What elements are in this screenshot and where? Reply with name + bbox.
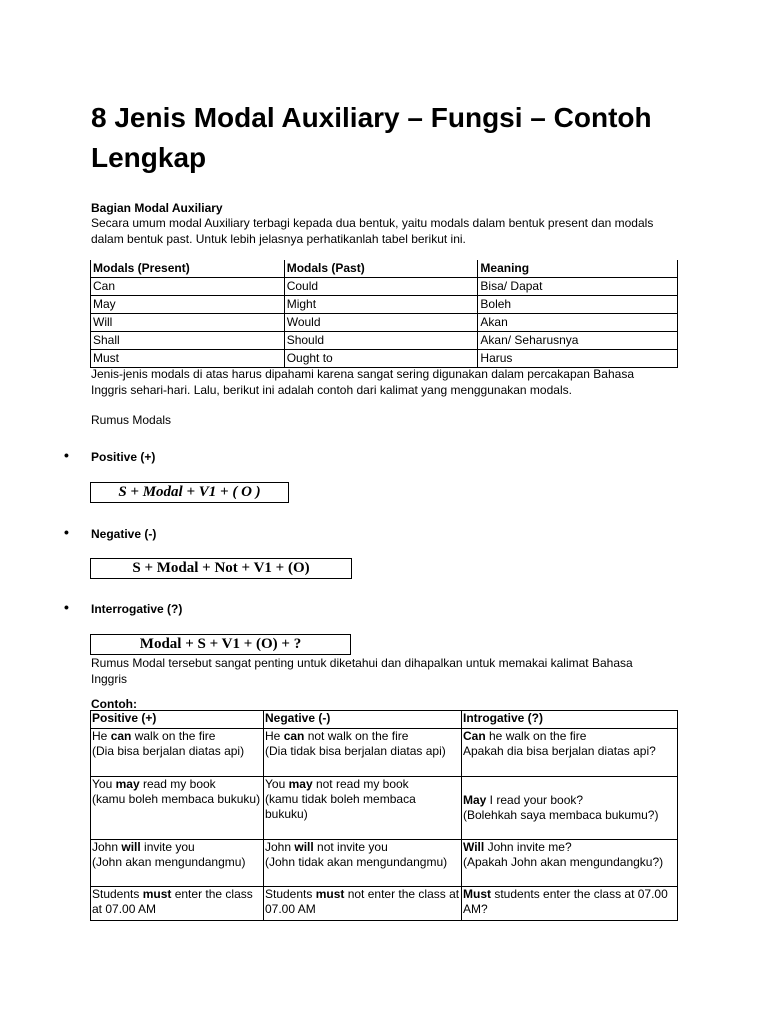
table-cell: Might (284, 296, 478, 314)
after-table-paragraph: Jenis-jenis modals di atas harus dipahami karena sangat sering digunakan dalam percakapan Bahasa Inggris sehari-hari. Lalu, berikut ini adalah contoh dari kalimat yang menggunakan modals. (91, 367, 634, 397)
table-row (91, 729, 678, 777)
table-cell: Students must enter the class at 07.00 AM (91, 887, 264, 921)
page-title: 8 Jenis Modal Auxiliary – Fungsi – Contoh Lengkap (91, 102, 652, 173)
table-cell: Would (284, 314, 478, 332)
table-cell: Will John invite me? (Apakah John akan mengundangku?) (462, 840, 678, 887)
table-cell: Shall (91, 332, 285, 350)
contoh-table (90, 710, 678, 921)
table-cell: Could (284, 278, 478, 296)
table-cell: May I read your book? (Bolehkah saya membaca bukumu?) (462, 777, 678, 840)
table-cell: Akan/ Seharusnya (478, 332, 678, 350)
table-cell: Can (91, 278, 285, 296)
formula-positive: S + Modal + V1 + ( O ) (90, 482, 289, 503)
after-formulas-paragraph: Rumus Modal tersebut sangat penting untuk diketahui dan dihapalkan untuk memakai kalimat Bahasa Inggris (91, 656, 633, 686)
table-row (91, 840, 678, 887)
intro-paragraph: Secara umum modal Auxiliary terbagi kepada dua bentuk, yaitu modals dalam bentuk present dan modals dalam bentuk past. Untuk lebih jelasnya perhatikanlah tabel berikut ini. (91, 216, 654, 246)
contoh-label: Contoh: (91, 697, 137, 711)
modals-table (90, 260, 678, 368)
table-cell: Bisa/ Dapat (478, 278, 678, 296)
bullet-dot-icon: • (64, 447, 69, 463)
table-cell: Will (91, 314, 285, 332)
table-header-cell: Introgative (?) (462, 711, 678, 729)
rumus-label: Rumus Modals (91, 413, 172, 427)
table-cell: You may not read my book (kamu tidak boleh membaca bukuku) (264, 777, 462, 840)
table-cell: Boleh (478, 296, 678, 314)
section-heading: Bagian Modal Auxiliary (91, 201, 223, 215)
table-row (91, 350, 678, 368)
table-header-cell: Modals (Present) (91, 260, 285, 278)
bullet-interrogative: Interrogative (?) (91, 602, 183, 616)
table-cell: Should (284, 332, 478, 350)
table-cell: He can not walk on the fire (Dia tidak bisa berjalan diatas api) (264, 729, 462, 777)
table-row (91, 314, 678, 332)
table-cell: He can walk on the fire (Dia bisa berjalan diatas api) (91, 729, 264, 777)
table-header-cell: Meaning (478, 260, 678, 278)
table-cell: John will not invite you (John tidak akan mengundangmu) (264, 840, 462, 887)
bullet-dot-icon: • (64, 524, 69, 540)
table-row (91, 777, 678, 840)
table-header-row (91, 260, 678, 278)
table-cell: May (91, 296, 285, 314)
table-cell: Must (91, 350, 285, 368)
table-row (91, 332, 678, 350)
table-header-cell: Positive (+) (91, 711, 264, 729)
table-cell: Students must not enter the class at 07.00 AM (264, 887, 462, 921)
table-header-cell: Negative (-) (264, 711, 462, 729)
table-header-row (91, 711, 678, 729)
formula-negative: S + Modal + Not + V1 + (O) (90, 558, 352, 579)
table-cell: Ought to (284, 350, 478, 368)
table-cell: Harus (478, 350, 678, 368)
bullet-positive: Positive (+) (91, 450, 156, 464)
bullet-negative: Negative (-) (91, 527, 157, 541)
table-cell: John will invite you (John akan mengundangmu) (91, 840, 264, 887)
formula-interrogative: Modal + S + V1 + (O) + ? (90, 634, 351, 655)
table-cell: Must students enter the class at 07.00 AM? (462, 887, 678, 921)
table-cell: Can he walk on the fire Apakah dia bisa berjalan diatas api? (462, 729, 678, 777)
bullet-dot-icon: • (64, 599, 69, 615)
table-row (91, 887, 678, 921)
table-row (91, 296, 678, 314)
table-row (91, 278, 678, 296)
table-cell: Akan (478, 314, 678, 332)
table-header-cell: Modals (Past) (284, 260, 478, 278)
table-cell: You may read my book (kamu boleh membaca bukuku) (91, 777, 264, 840)
